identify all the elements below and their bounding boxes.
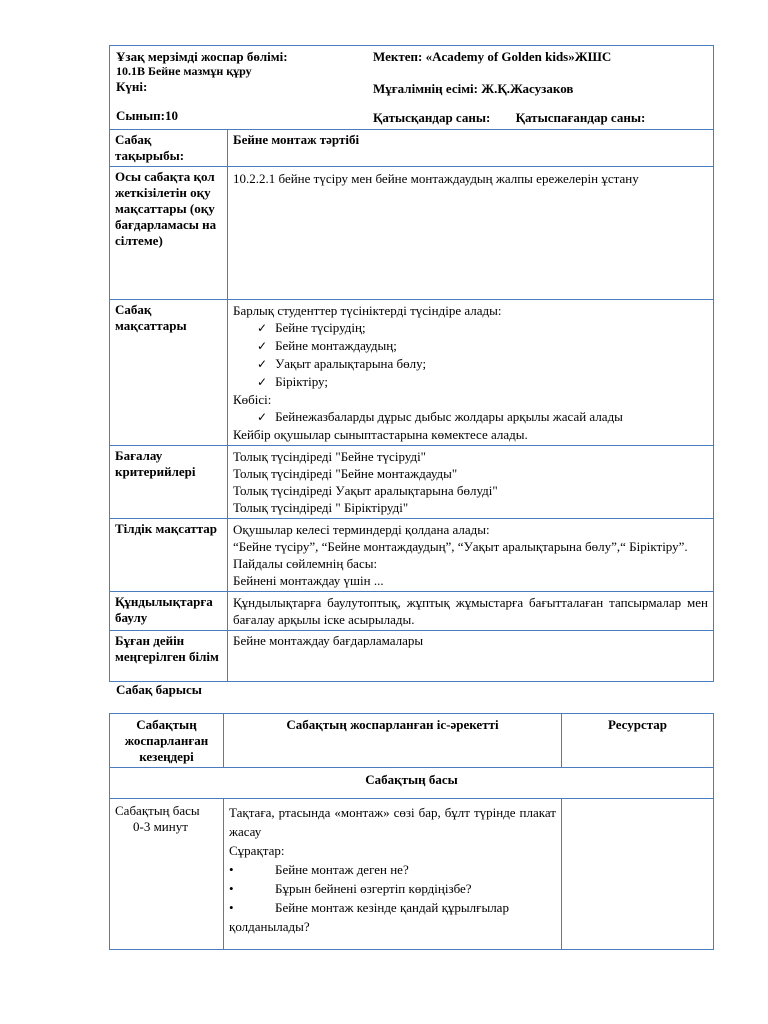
lesson-goals-label: Сабақ мақсаттары <box>110 300 228 446</box>
flow-subheader-row <box>110 768 714 799</box>
criteria-row <box>110 446 714 519</box>
objectives-row <box>110 167 714 300</box>
resources-cell <box>562 799 714 950</box>
lesson-flow-table <box>109 713 714 950</box>
stage-time: 0-3 минут <box>133 819 188 834</box>
topic-row <box>110 130 714 167</box>
goal-item: ✓ Біріктіру; <box>257 373 708 391</box>
criteria-line: Толық түсіндіреді Уақыт аралықтарына бөлуді" <box>233 483 498 498</box>
lesson-goals-some: Кейбір оқушылар сыныптастарына көмектесе алады. <box>233 427 528 442</box>
col-stage-header: Сабақтың жоспарланған кезеңдері <box>110 714 224 768</box>
language-label: Тілдік мақсаттар <box>110 519 228 592</box>
values-row <box>110 592 714 631</box>
section-title: Сабақ барысы <box>116 682 202 697</box>
lesson-goals-intro: Барлық студенттер түсініктерді түсіндіре алады: <box>233 303 502 318</box>
activity-intro: Тақтаға, ртасында «монтаж» сөзі бар, бұлт түрінде плакат жасау <box>229 805 556 839</box>
topic-value: Бейне монтаж тәртібі <box>228 130 714 167</box>
absent-count-label: Қатыспағандар саны: <box>515 110 646 125</box>
activity-cell <box>224 799 562 950</box>
criteria-line: Толық түсіндіреді " Біріктіруді" <box>233 500 409 515</box>
header-row <box>110 46 714 130</box>
questions-list <box>229 860 556 936</box>
col-resources-header: Ресурстар <box>562 714 714 768</box>
bullet: • <box>229 881 234 896</box>
lesson-goals-list <box>233 319 708 391</box>
values-label: Құндылықтарға баулу <box>110 592 228 631</box>
stage-name: Сабақтың басы <box>115 803 200 818</box>
language-intro: Оқушылар келесі терминдерді қолдана алады: <box>233 522 490 537</box>
criteria-line: Толық түсіндіреді "Бейне түсіруді" <box>233 449 426 464</box>
lesson-goals-cell <box>228 300 714 446</box>
lesson-plan-table <box>109 45 714 682</box>
flow-stage-row <box>110 799 714 950</box>
criteria-label: Бағалау критерийлері <box>110 446 228 519</box>
bullet: • <box>229 862 234 877</box>
teacher-name: Мұғалімнің есімі: Ж.Қ.Жасузаков <box>373 81 574 96</box>
stage-cell <box>110 799 224 950</box>
prior-knowledge-row <box>110 631 714 682</box>
questions-label: Сұрақтар: <box>229 843 285 858</box>
question-item: • Бейне монтаж кезінде қандай құрылғылар қолданылады? <box>229 900 509 934</box>
prior-knowledge-value: Бейне монтаждау бағдарламалары <box>228 631 714 682</box>
topic-label: Сабақ тақырыбы: <box>110 130 228 167</box>
plan-section-label: Ұзақ мерзімді жоспар бөлімі: <box>116 49 288 64</box>
plan-section-value: 10.1В Бейне мазмұн құру <box>116 64 252 78</box>
prior-knowledge-label: Бұған дейін меңгерілген білім <box>110 631 228 682</box>
goal-item: ✓ Бейне монтаждаудың; <box>257 337 708 355</box>
criteria-cell <box>228 446 714 519</box>
language-cell <box>228 519 714 592</box>
language-row <box>110 519 714 592</box>
present-count-label: Қатысқандар саны: <box>373 110 491 125</box>
question-item: • Бұрын бейнені өзгертіп көрдіңізбе? <box>229 881 472 896</box>
question-item: • Бейне монтаж деген не? <box>229 862 409 877</box>
objectives-label: Осы сабақта қол жеткізілетін оқу мақсаттары (оқу бағдарламасы на сілтеме) <box>110 167 228 300</box>
goal-item: ✓ Уақыт аралықтарына бөлу; <box>257 355 708 373</box>
goal-item: ✓ Бейне түсірудің; <box>257 319 708 337</box>
stage-subheader: Сабақтың басы <box>110 768 714 799</box>
day-label: Күні: <box>116 79 148 94</box>
language-terms: “Бейне түсіру”, “Бейне монтаждаудың”, “Уақыт аралықтарына бөлу”,“ Біріктіру”. <box>233 539 688 554</box>
school-name: Мектеп: «Academy of Golden kids»ЖШС <box>373 49 612 64</box>
bullet: • <box>229 900 234 915</box>
goal-most-item: ✓ Бейнежазбаларды дұрыс дыбыс жолдары арқылы жасай алады <box>257 408 708 426</box>
criteria-line: Толық түсіндіреді "Бейне монтаждауды" <box>233 466 458 481</box>
col-activity-header: Сабақтың жоспарланған іс-әрекетті <box>224 714 562 768</box>
objectives-value: 10.2.2.1 бейне түсіру мен бейне монтаждаудың жалпы ережелерін ұстану <box>228 167 714 300</box>
values-value: Құндылықтарға баулутоптық, жұптық жұмыстарға бағытталаған тапсырмалар мен бағалау арқылы іске асырылады. <box>228 592 714 631</box>
language-phrases-label: Пайдалы сөйлемнің басы: <box>233 556 378 571</box>
class-label: Сынып:10 <box>116 108 178 123</box>
header-cell <box>110 46 714 130</box>
lesson-goals-most-list <box>233 408 708 426</box>
lesson-goals-most: Көбісі: <box>233 392 272 407</box>
flow-header-row <box>110 714 714 768</box>
language-phrase: Бейнені монтаждау үшін ... <box>233 573 384 588</box>
lesson-goals-row <box>110 300 714 446</box>
